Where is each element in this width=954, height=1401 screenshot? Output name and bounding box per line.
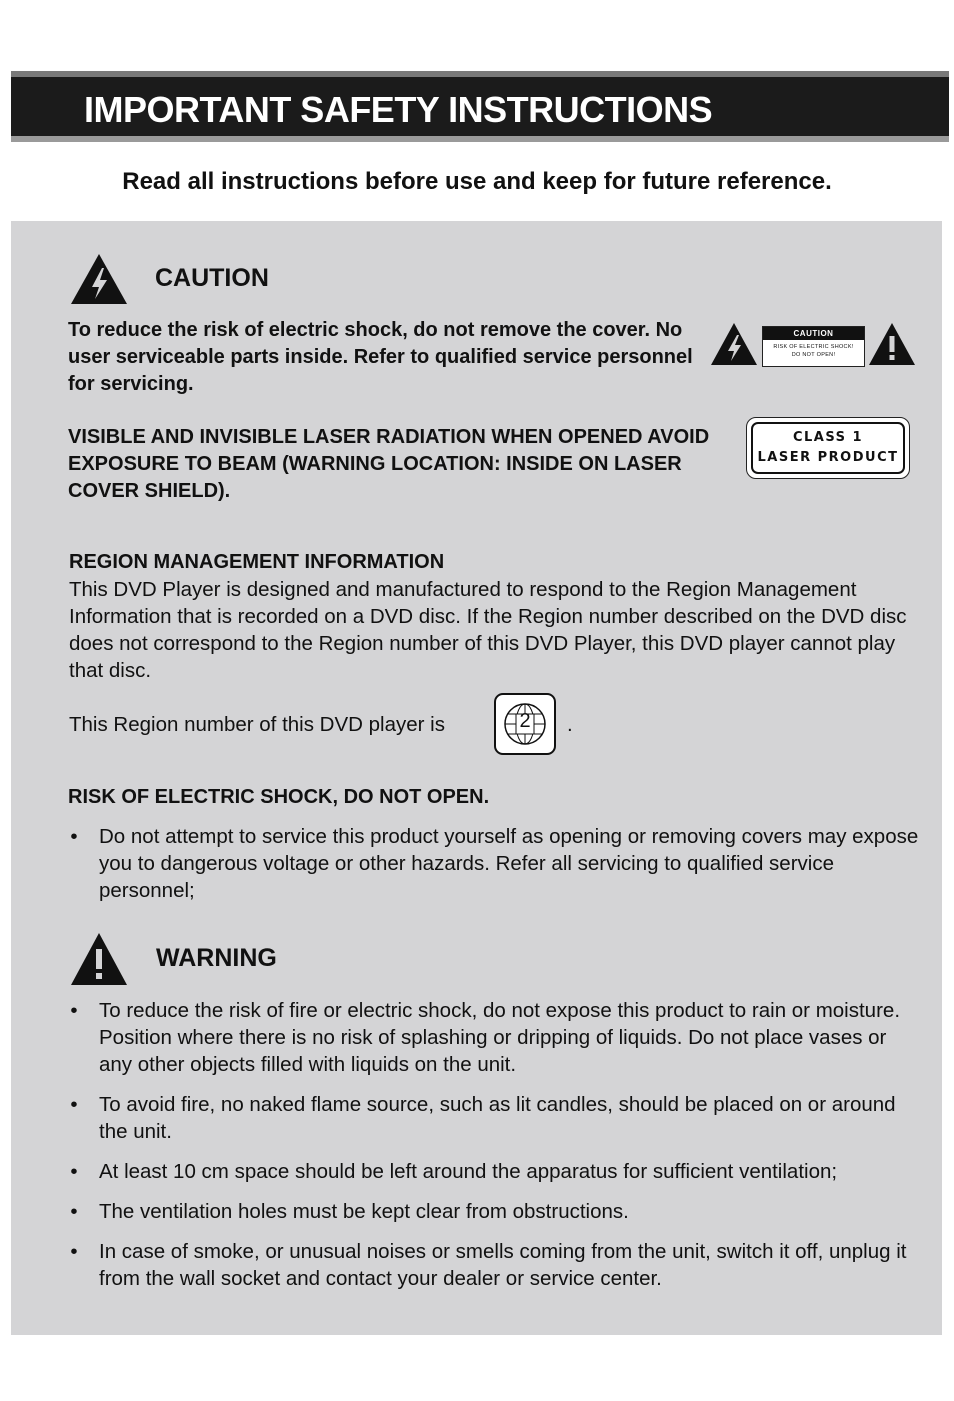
bullet-dot: • [70, 1160, 78, 1183]
bullet-dot: • [70, 825, 78, 848]
bullet-dot: • [70, 1240, 78, 1263]
list-item [69, 997, 919, 1078]
caution-label [762, 326, 865, 367]
region-number: 2 [519, 710, 531, 732]
instructions-panel [11, 221, 942, 1335]
bullet-text: To avoid fire, no naked flame source, such as lit candles, should be placed on or around the unit. [99, 1093, 896, 1143]
caution-heading: CAUTION [155, 264, 269, 292]
electric-shock-warning-icon [709, 321, 759, 367]
subtitle: Read all instructions before use and keep for future reference. [122, 168, 832, 195]
region-number-text: This Region number of this DVD player is [69, 713, 445, 736]
bullet-text: At least 10 cm space should be left around the apparatus for sufficient ventilation; [99, 1160, 838, 1183]
bullet-dot: • [70, 1200, 78, 1223]
region-2-badge [494, 693, 556, 755]
shock-bullet-list [69, 823, 919, 904]
caution-label-line: RISK OF ELECTRIC SHOCK! [773, 344, 854, 350]
bullet-dot: • [70, 1093, 78, 1116]
list-item [69, 1091, 919, 1145]
bullet-text: Do not attempt to service this product yourself as opening or removing covers may expose you to dangerous voltage or other hazards. Refer all servicing to qualified service personnel; [99, 825, 919, 902]
caution-label-line: DO NOT OPEN! [791, 352, 836, 358]
list-item [69, 1238, 919, 1292]
region-text: This DVD Player is designed and manufactured to respond to the Region Management Information that is recorded on a DVD disc. If the Region number described on the DVD disc does not correspond to the Region number of this DVD Player, this DVD player cannot play that disc. [69, 578, 907, 682]
electric-shock-warning-icon [69, 252, 129, 306]
exclamation-warning-icon [69, 931, 129, 987]
region-heading: REGION MANAGEMENT INFORMATION [69, 551, 445, 573]
warning-bullet-list [69, 997, 919, 1292]
laser-warning-text: VISIBLE AND INVISIBLE LASER RADIATION WHEN OPENED AVOID EXPOSURE TO BEAM (WARNING LOCATION: INSIDE ON LASER COVER SHIELD). [68, 426, 710, 502]
class-1-laser-badge [746, 417, 910, 479]
page-title: IMPORTANT SAFETY INSTRUCTIONS [84, 89, 713, 130]
list-item [69, 823, 919, 904]
laser-badge-line: CLASS 1 [792, 430, 864, 445]
exclamation-warning-icon [867, 321, 917, 367]
laser-badge-line: LASER PRODUCT [757, 450, 899, 465]
list-item [69, 1198, 919, 1225]
bullet-dot: • [70, 999, 78, 1022]
list-item [69, 1158, 919, 1185]
warning-heading: WARNING [156, 944, 277, 972]
caution-text: To reduce the risk of electric shock, do not remove the cover. No user serviceable parts inside. Refer to qualified service personnel for servicing. [68, 319, 693, 395]
bullet-text: The ventilation holes must be kept clear from obstructions. [99, 1200, 629, 1223]
region-number-suffix: . [567, 713, 573, 736]
shock-heading: RISK OF ELECTRIC SHOCK, DO NOT OPEN. [68, 786, 490, 808]
title-bar [11, 71, 949, 142]
bullet-text: To reduce the risk of fire or electric shock, do not expose this product to rain or moisture. Position where there is no risk of splashing or dripping of liquids. Do not place vases or any other objects filled with liquids on the unit. [99, 999, 901, 1076]
bullet-text: In case of smoke, or unusual noises or smells coming from the unit, switch it off, unplug it from the wall socket and contact your dealer or service center. [99, 1240, 907, 1290]
caution-label-title: CAUTION [763, 327, 864, 340]
